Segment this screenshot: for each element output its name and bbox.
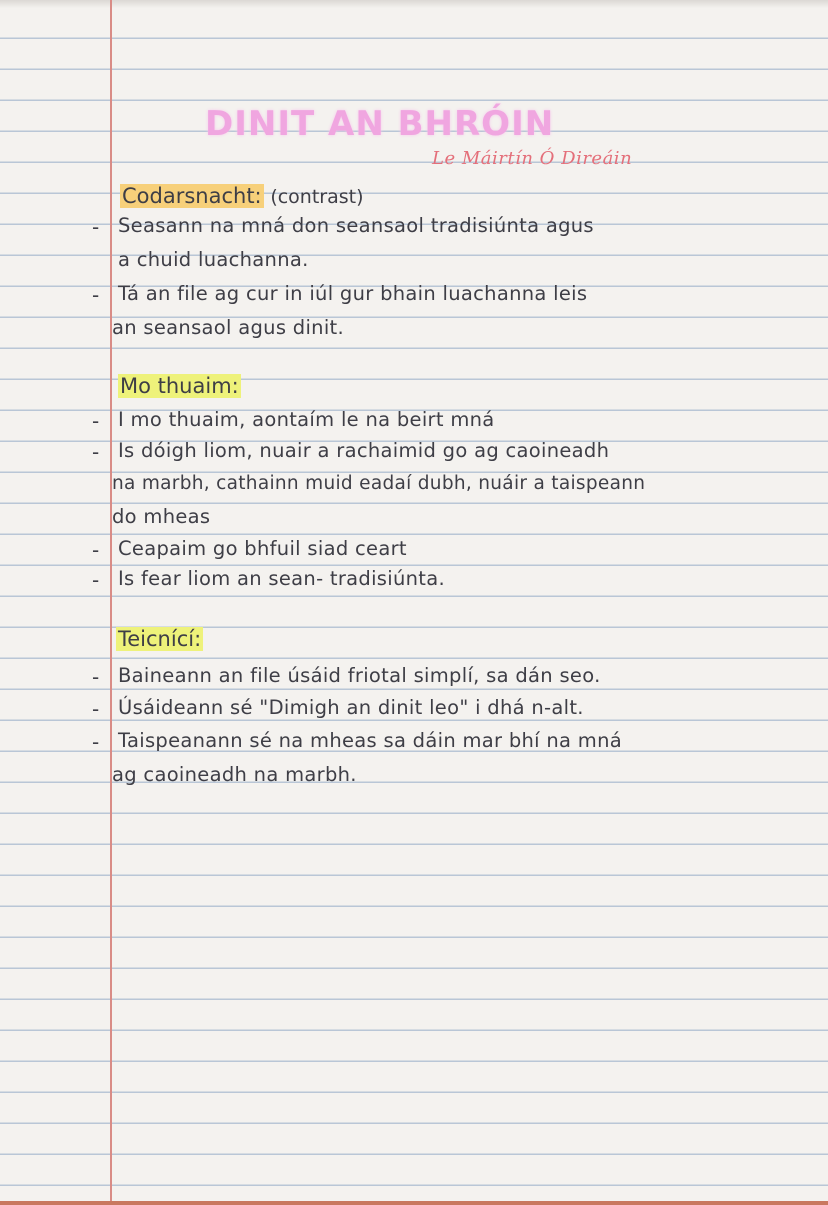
- note-line: I mo thuaim, aontaím le na beirt mná: [118, 408, 495, 431]
- page-bottom-edge: [0, 1201, 828, 1205]
- heading-text: Teicnící:: [118, 627, 202, 651]
- heading-note: (contrast): [270, 186, 364, 208]
- bullet-dash: -: [92, 568, 100, 592]
- bullet-dash: -: [92, 697, 100, 721]
- note-line: Tá an file ag cur in iúl gur bhain luachanna leis: [118, 282, 588, 305]
- note-line: Is dóigh liom, nuair a rachaimid go ag caoineadh: [118, 439, 610, 462]
- heading-text: Mo thuaim:: [120, 374, 239, 398]
- note-line: an seansaol agus dinit.: [112, 316, 344, 339]
- note-line: ag caoineadh na marbh.: [112, 763, 357, 786]
- note-line: Úsáideann sé "Dimigh an dinit leo" i dhá n-alt.: [118, 696, 584, 719]
- note-line: do mheas: [112, 505, 211, 528]
- bullet-dash: -: [92, 730, 100, 754]
- note-line: Taispeanann sé na mheas sa dáin mar bhí na mná: [118, 729, 623, 752]
- margin-line: [110, 0, 112, 1205]
- page-title: DINIT AN BHRÓIN: [205, 104, 555, 144]
- author-line: Le Máirtín Ó Direáin: [432, 148, 633, 169]
- note-line: Baineann an file úsáid friotal simplí, sa dán seo.: [118, 664, 601, 687]
- bullet-dash: -: [92, 409, 100, 433]
- section-heading-codarsnacht: [120, 184, 364, 208]
- note-line: Ceapaim go bhfuil siad ceart: [118, 537, 407, 560]
- section-heading-mo-thuaim: [118, 374, 241, 398]
- bullet-dash: -: [92, 440, 100, 464]
- bullet-dash: -: [92, 283, 100, 307]
- bullet-dash: -: [92, 665, 100, 689]
- note-line: Is fear liom an sean- tradisiúnta.: [118, 567, 445, 590]
- note-line: Seasann na mná don seansaol tradisiúnta agus: [118, 214, 594, 237]
- bullet-dash: -: [92, 538, 100, 562]
- page-top-shadow: [0, 0, 828, 8]
- note-line: a chuid luachanna.: [118, 248, 309, 271]
- note-line: na marbh, cathainn muid eadaí dubh, nuáir a taispeann: [112, 473, 646, 494]
- section-heading-teicnici: [116, 627, 203, 651]
- bullet-dash: -: [92, 215, 100, 239]
- heading-text: Codarsnacht:: [122, 184, 262, 208]
